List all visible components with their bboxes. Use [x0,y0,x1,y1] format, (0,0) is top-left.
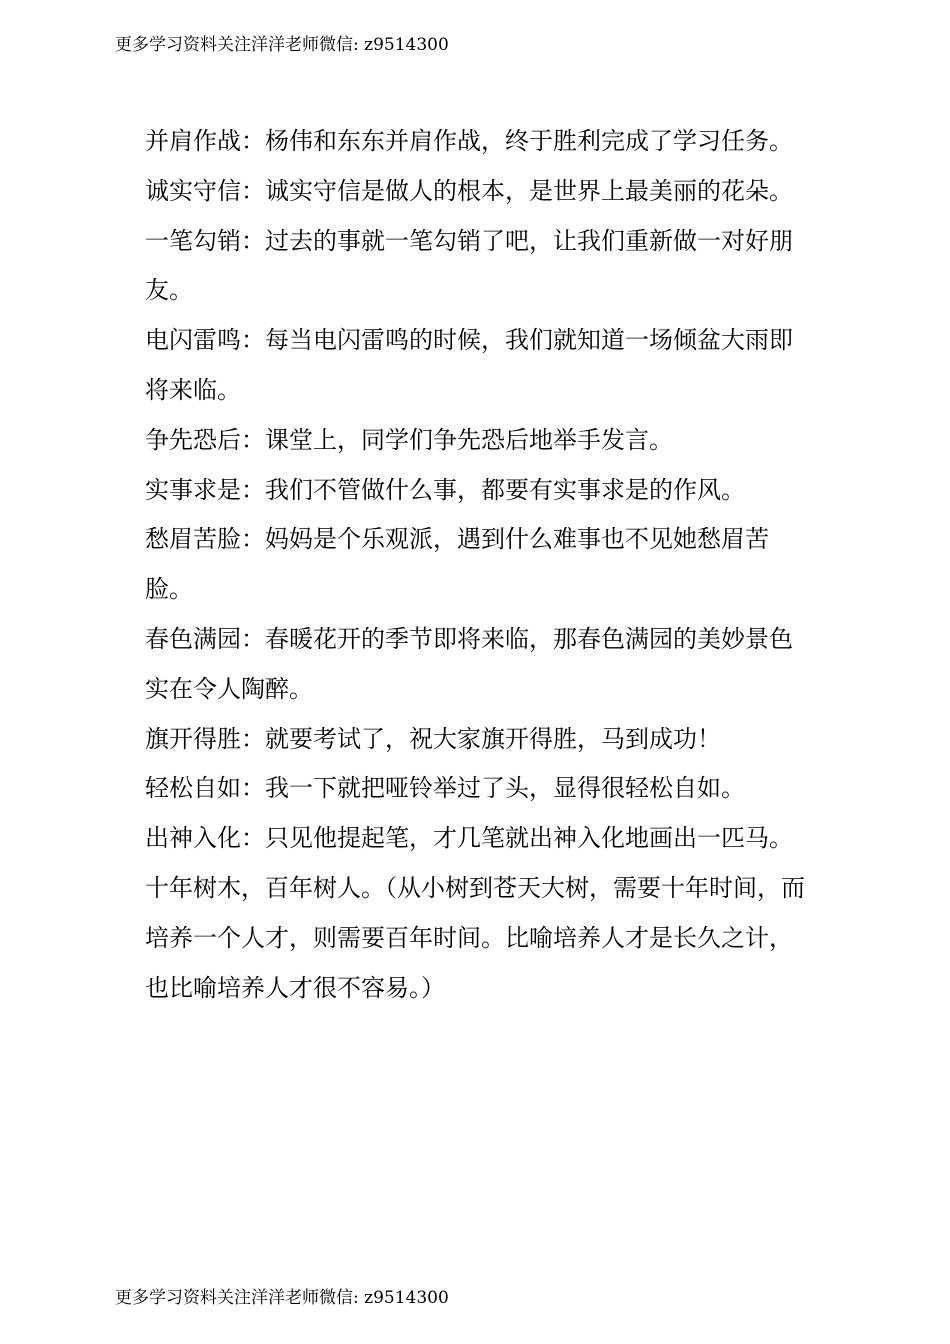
idiom-entry-shinianshumu: 十年树木，百年树人。（从小树到苍天大树，需要十年时间，而培养一个人才，则需要百年时间。比喻培养人才是长久之计，也比喻培养人才很不容易。） [145,873,805,1002]
idiom-entry-choumeikulian: 愁眉苦脸：妈妈是个乐观派，遇到什么难事也不见她愁眉苦脸。 [145,525,769,604]
idiom-list [145,117,815,1013]
idiom-entry-bingjianzuozhan: 并肩作战：杨伟和东东并肩作战，终于胜利完成了学习任务。 [145,127,793,155]
idiom-entry-chushenruhua: 出神入化：只见他提起笔，才几笔就出神入化地画出一匹马。 [145,824,793,853]
idiom-entry-yibigouxiao: 一笔勾销：过去的事就一笔勾销了吧，让我们重新做一对好朋友。 [145,226,793,305]
idiom-entry-qikaidesheng: 旗开得胜：就要考试了，祝大家旗开得胜，马到成功！ [145,724,721,753]
idiom-entry-shishiqiushi: 实事求是：我们不管做什么事，都要有实事求是的作风。 [145,475,745,504]
idiom-entry-qingsongziru: 轻松自如：我一下就把哑铃举过了头，显得很轻松自如。 [145,774,745,803]
idiom-entry-dianshanleiming: 电闪雷鸣：每当电闪雷鸣的时候，我们就知道一场倾盆大雨即将来临。 [145,326,793,404]
idiom-entry-zhengxiankonghou: 争先恐后：课堂上，同学们争先恐后地举手发言。 [145,425,673,454]
page-footer: 更多学习资料关注洋洋老师微信: z9514300 [115,1288,449,1308]
idiom-entry-chunsemanyuan: 春色满园：春暖花开的季节即将来临，那春色满园的美妙景色实在令人陶醉。 [145,624,793,703]
idiom-entry-chengshishouxin: 诚实守信：诚实守信是做人的根本，是世界上最美丽的花朵。 [145,176,793,205]
page-header: 更多学习资料关注洋洋老师微信: z9514300 [115,35,449,55]
